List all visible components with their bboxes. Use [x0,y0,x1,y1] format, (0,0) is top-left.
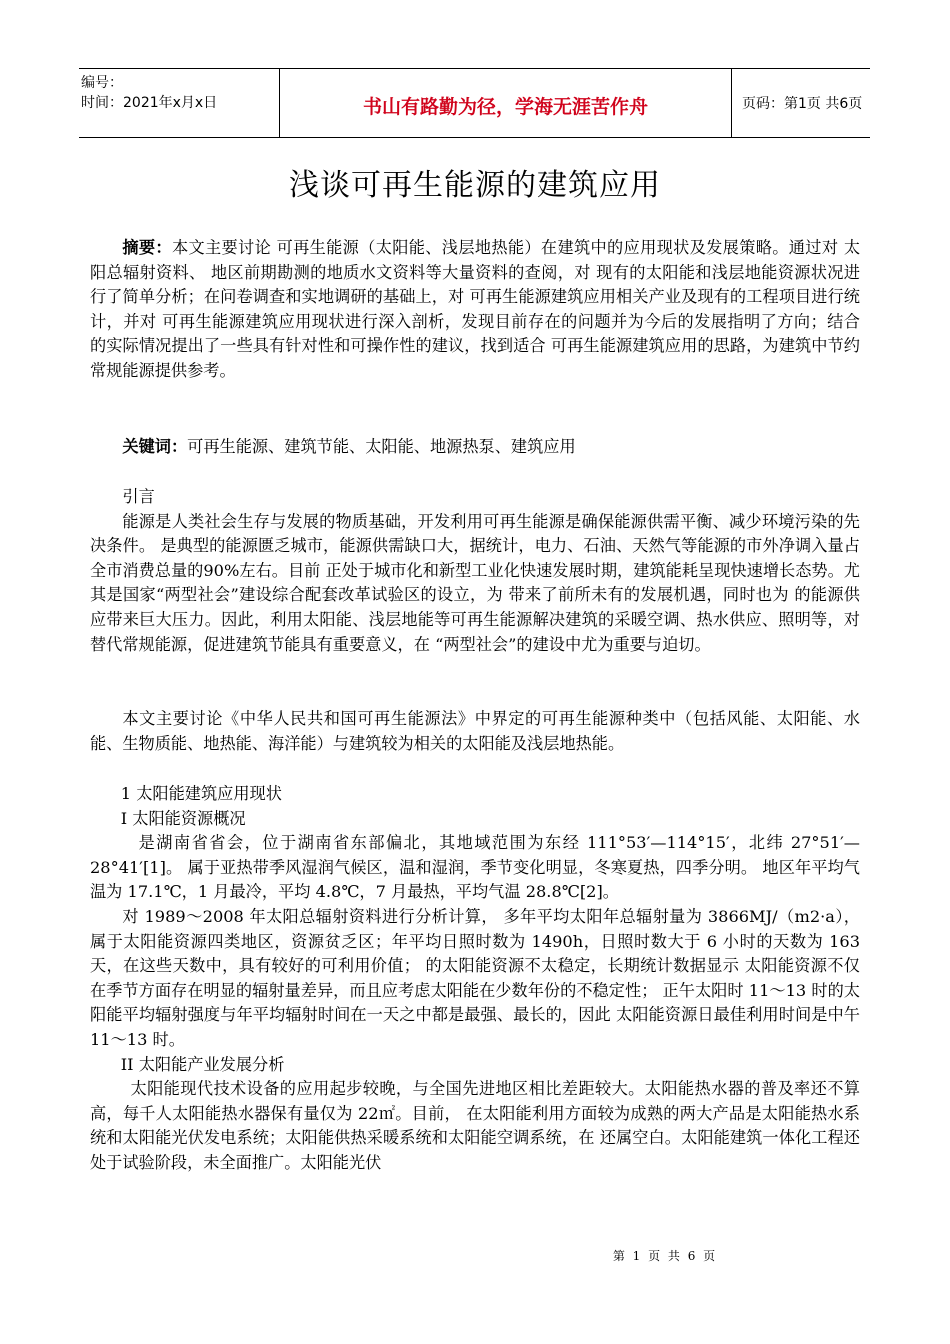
keywords-block [90,435,860,460]
keywords-text: 可再生能源、建筑节能、太阳能、地源热泵、建筑应用 [187,437,576,456]
intro-paragraph-1: 能源是人类社会生存与发展的物质基础，开发利用可再生能源是确保能源供需平衡、减少环境污染的先决条件。 是典型的能源匮乏城市，能源供需缺口大，据统计，电力、石油、天然气等能源的市外净调入量占全市消费总量的90%左右。目前 正处于城市化和新型工业化快速发展时期，建筑能耗呈现快速增长态势。尤其是国家“两型社会”建设综合配套改革试验区的设立，为 带来了前所未有的发展机遇，同时也为 的能源供应带来巨大压力。因此，利用太阳能、浅层地能等可再生能源解决建筑的采暖空调、热水供应、照明等，对替代常规能源，促进建筑节能具有重要意义，在 “两型社会”的建设中尤为重要与迫切。 [90,511,860,654]
document-title: 浅谈可再生能源的建筑应用 [289,168,661,203]
subsection-1-paragraph-2: 对 1989～2008 年太阳总辐射资料进行分析计算， 多年平均太阳年总辐射量为 3866MJ/（m2·a），属于太阳能资源四类地区，资源贫乏区；年平均日照时数为 1490h，日照时数大于 6 小时的天数为 163 天，在这些天数中，具有较好的可利用价值； 的太阳能资源不太稳定，长期统计数据显示 太阳能资源不仅在季节方面存在明显的辐射量差异，而且应考虑太阳能在少数年份的不稳定性； 正午太阳时 11～13 时的太阳能平均辐射强度与年平均辐射时间在一天之中都是最强、最长的，因此 太阳能资源日最佳利用时间是中午 11～13 时。 [90,906,860,1049]
abstract-label: 摘要： [122,238,172,257]
header-page-cell [732,69,870,137]
header-motto: 书山有路勤为径，学海无涯苦作舟 [362,96,648,118]
document-time-label: 时间：2021年x月x日 [81,95,218,111]
header-motto-cell [279,69,732,137]
subsection-2-heading: II 太阳能产业发展分析 [120,1054,285,1074]
header-page-info: 页码：第1页 共6页 [742,96,863,112]
subsection-2-paragraph-1: 太阳能现代技术设备的应用起步较晚，与全国先进地区相比差距较大。太阳能热水器的普及率还不算高，每千人太阳能热水器保有量仅为 22㎡。目前， 在太阳能利用方面较为成熟的两大产品是太阳能热水系统和太阳能光伏发电系统；太阳能供热采暖系统和太阳能空调系统，在 还属空白。太阳能建筑一体化工程还处于试验阶段，未全面推广。太阳能光伏 [90,1079,860,1172]
page-footer: 第 1 页 共 6 页 [612,1249,718,1263]
keywords-label: 关键词： [122,437,188,456]
abstract-text: 本文主要讨论 可再生能源（太阳能、浅层地热能）在建筑中的应用现状及发展策略。通过对 太阳总辐射资料、 地区前期勘测的地质水文资料等大量资料的查阅，对 现有的太阳能和浅层地能资源状况进行了简单分析；在问卷调查和实地调研的基础上，对 可再生能源建筑应用相关产业及现有的工程项目进行统计，并对 可再生能源建筑应用现状进行深入剖析，发现目前存在的问题并为今后的发展指明了方向；结合 的实际情况提出了一些具有针对性和可操作性的建议，找到适合 可再生能源建筑应用的思路，为建筑中节约常规能源提供参考。 [90,238,861,380]
intro-block [90,485,860,657]
subsection-1-paragraph-1: 是湖南省省会，位于湖南省东部偏北，其地域范围为东经 111°53′—114°15′，北纬 27°51′—28°41′[1]。 属于亚热带季风湿润气候区，温和湿润，季节变化明显，冬寒夏热，四季分明。 地区年平均气温为 17.1℃，1 月最冷，平均 4.8℃，7 月最热，平均气温 28.8℃[2]。 [90,833,860,902]
document-number-label: 编号： [81,75,123,91]
abstract-block [90,236,860,384]
intro-paragraph-2: 本文主要讨论《中华人民共和国可再生能源法》中界定的可再生能源种类中（包括风能、太阳能、水能、生物质能、地热能、海洋能）与建筑较为相关的太阳能及浅层地热能。 [90,709,860,753]
section-1-block [90,782,860,1176]
abstract-paragraph [90,236,860,384]
intro-block-2 [90,707,860,756]
section-1-heading: 1 太阳能建筑应用现状 [120,784,282,803]
keywords-paragraph [90,435,860,460]
intro-heading: 引言 [122,487,155,506]
subsection-1-heading: I 太阳能资源概况 [120,808,246,828]
header-meta-cell [79,69,279,137]
header-table [79,68,870,138]
